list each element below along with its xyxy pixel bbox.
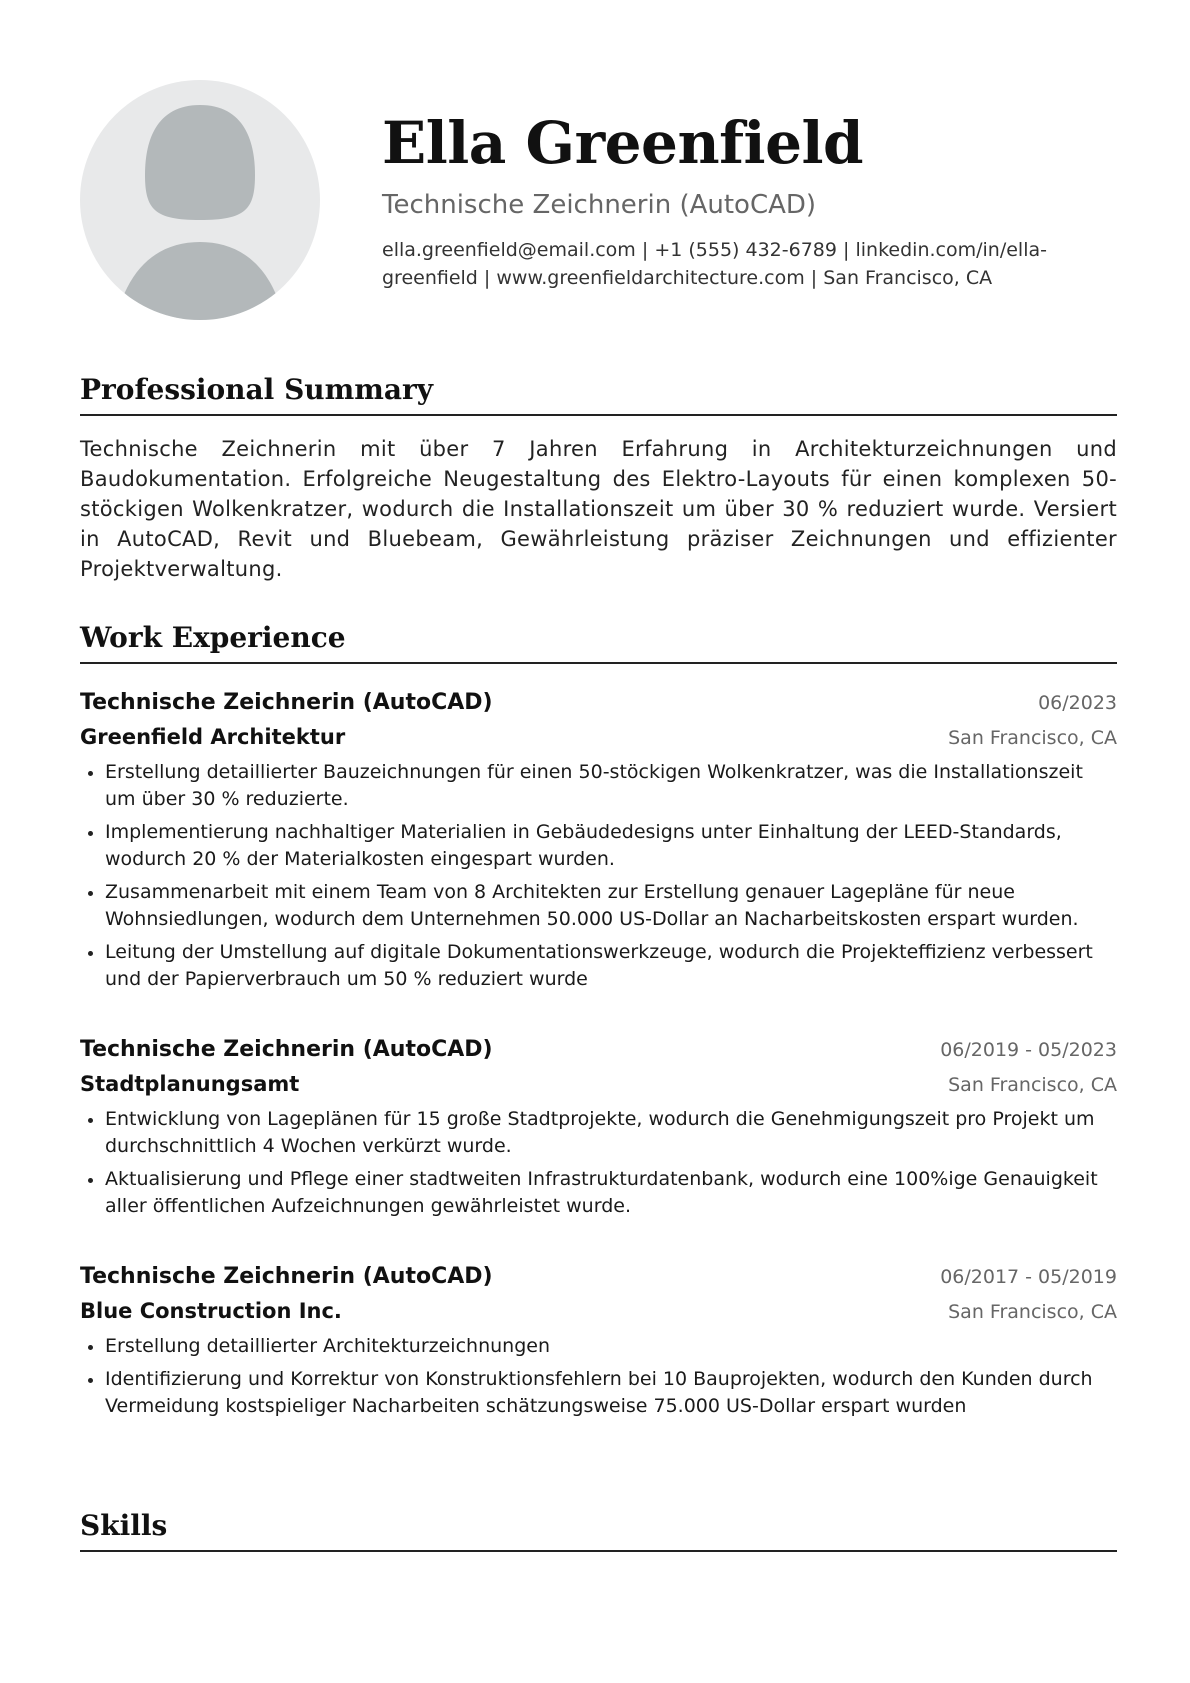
job-location: San Francisco, CA: [948, 1301, 1117, 1323]
bullet-item: Zusammenarbeit mit einem Team von 8 Architekten zur Erstellung genauer Lagepläne für neue Wohnsiedlungen, wodurch dem Unternehmen 50.000 US-Dollar an Nacharbeitskosten erspart wurden.: [80, 879, 1117, 933]
contact-separator: |: [641, 239, 649, 261]
contact-linkedin[interactable]: linkedin.com/in/ella-greenfield: [382, 239, 1047, 289]
job-bullets: [80, 1106, 1117, 1220]
contact-separator: |: [810, 267, 818, 289]
job-location: San Francisco, CA: [948, 727, 1117, 749]
job-entry: [80, 686, 1117, 993]
job-date: 06/2023: [1038, 692, 1117, 714]
contact-line: [382, 236, 1117, 292]
job-title: Technische Zeichnerin (AutoCAD): [80, 1264, 493, 1289]
contact-website[interactable]: www.greenfieldarchitecture.com: [496, 267, 805, 289]
avatar-placeholder: [80, 80, 320, 320]
contact-phone[interactable]: +1 (555) 432-6789: [654, 239, 837, 261]
contact-separator: |: [483, 267, 491, 289]
section-title-skills: Skills: [80, 1508, 1117, 1552]
job-location: San Francisco, CA: [948, 1074, 1117, 1096]
job-bullets: [80, 759, 1117, 993]
skills-section: [80, 1508, 1117, 1552]
job-company: Stadtplanungsamt: [80, 1072, 300, 1096]
summary-section: [80, 372, 1117, 584]
bullet-item: Identifizierung und Korrektur von Konstruktionsfehlern bei 10 Bauprojekten, wodurch den Kunden durch Vermeidung kostspieliger Nacharbeiten schätzungsweise 75.000 US-Dollar erspart wurden: [80, 1366, 1117, 1420]
header: [382, 108, 1117, 292]
job-bullets: [80, 1333, 1117, 1420]
summary-text: Technische Zeichnerin mit über 7 Jahren Erfahrung in Architekturzeichnungen und Baudokumentation. Erfolgreiche Neugestaltung des Elektro-Layouts für einen komplexen 50-stöckigen Wolkenkratzer, wodurch die Installationszeit um über 30 % reduziert wurde. Versiert in AutoCAD, Revit und Bluebeam, Gewährleistung präziser Zeichnungen und effizienter Projektverwaltung.: [80, 437, 1117, 581]
bullet-item: Implementierung nachhaltiger Materialien in Gebäudedesigns unter Einhaltung der LEED-Standards, wodurch 20 % der Materialkosten eingespart wurden.: [80, 819, 1117, 873]
bullet-item: Erstellung detaillierter Bauzeichnungen für einen 50-stöckigen Wolkenkratzer, was die Installationszeit um über 30 % reduzierte.: [80, 759, 1117, 813]
job-entry: [80, 1260, 1117, 1420]
job-title: Technische Zeichnerin (AutoCAD): [80, 1037, 493, 1062]
bullet-item: Entwicklung von Lageplänen für 15 große Stadtprojekte, wodurch die Genehmigungszeit pro Projekt um durchschnittlich 4 Wochen verkürzt wurde.: [80, 1106, 1117, 1160]
candidate-headline: Technische Zeichnerin (AutoCAD): [382, 190, 817, 220]
bullet-item: Aktualisierung und Pflege einer stadtweiten Infrastrukturdatenbank, wodurch eine 100%ige Genauigkeit aller öffentlichen Aufzeichnungen gewährleistet wurde.: [80, 1166, 1117, 1220]
contact-separator: |: [843, 239, 850, 261]
contact-location: San Francisco, CA: [823, 267, 993, 289]
job-company: Blue Construction Inc.: [80, 1299, 342, 1323]
candidate-name: Ella Greenfield: [382, 109, 864, 177]
job-title: Technische Zeichnerin (AutoCAD): [80, 690, 493, 715]
job-date: 06/2017 - 05/2019: [940, 1266, 1117, 1288]
bullet-item: Erstellung detaillierter Architekturzeichnungen: [80, 1333, 1117, 1360]
bullet-item: Leitung der Umstellung auf digitale Dokumentationswerkzeuge, wodurch die Projekteffizienz verbessert und der Papierverbrauch um 50 % reduziert wurde: [80, 939, 1117, 993]
section-title-experience: Work Experience: [80, 620, 1117, 664]
job-company: Greenfield Architektur: [80, 725, 346, 749]
experience-section: [80, 620, 1117, 1426]
section-title-summary: Professional Summary: [80, 372, 1117, 416]
contact-email[interactable]: ella.greenfield@email.com: [382, 239, 636, 261]
job-entry: [80, 1033, 1117, 1220]
job-date: 06/2019 - 05/2023: [940, 1039, 1117, 1061]
person-silhouette-icon: [80, 80, 320, 320]
